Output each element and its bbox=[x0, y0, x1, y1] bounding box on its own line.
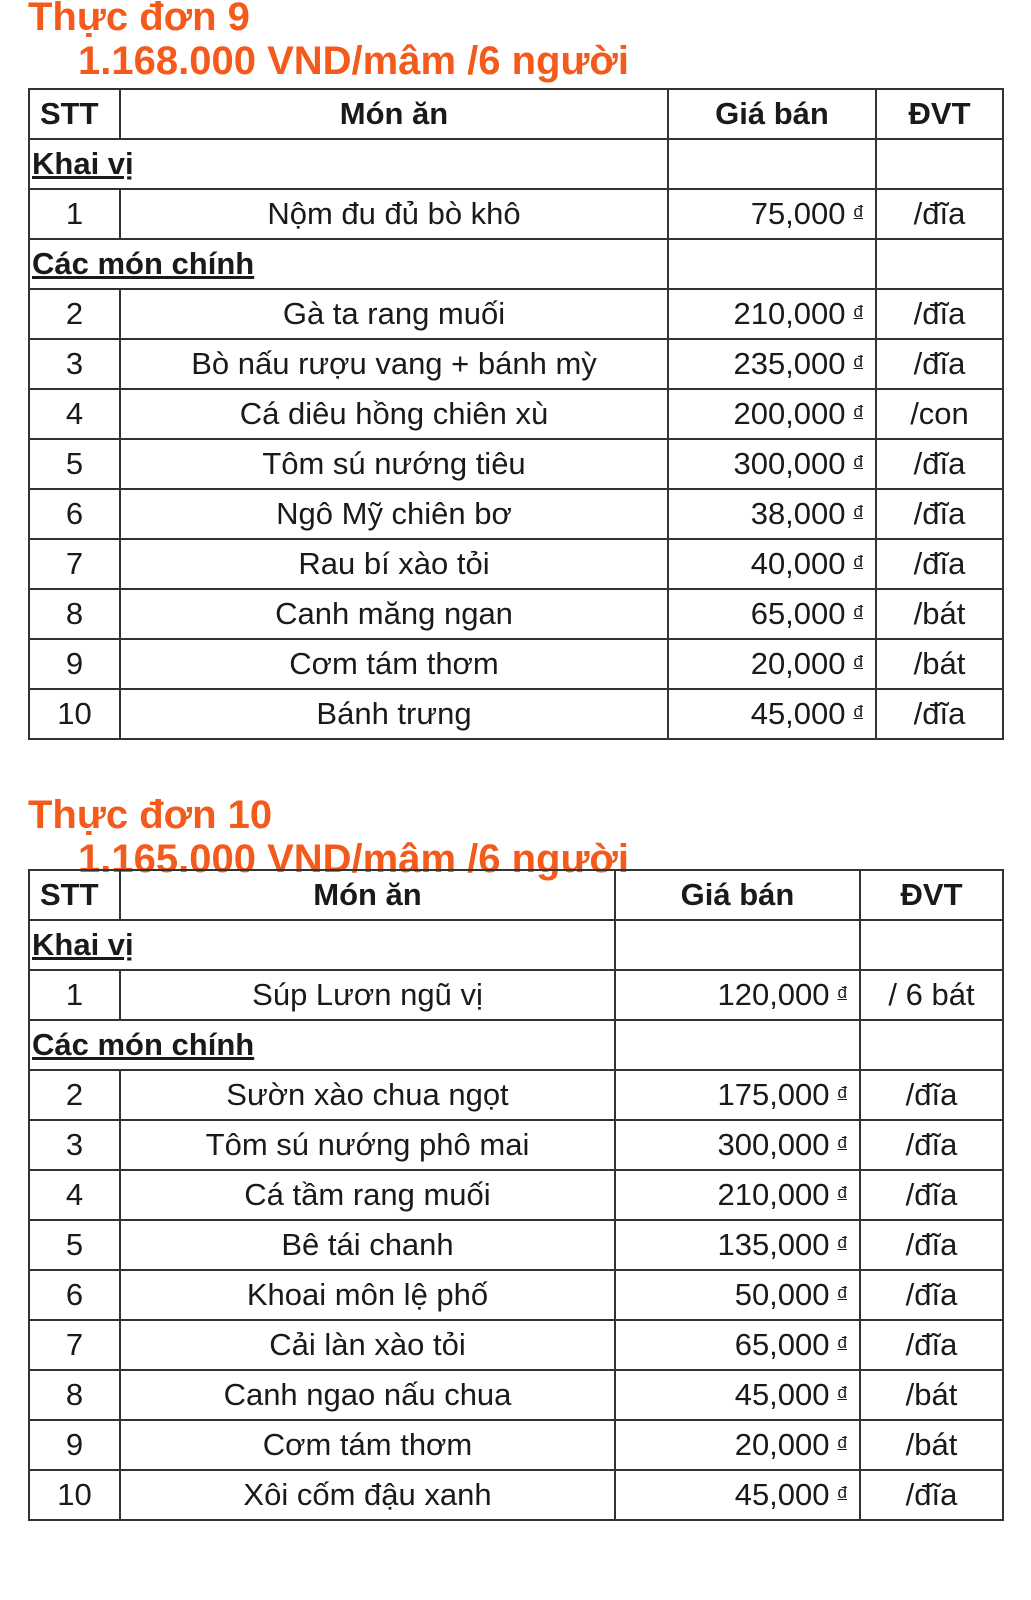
section-heading bbox=[29, 139, 668, 189]
dish-name: Canh ngao nấu chua bbox=[120, 1370, 615, 1420]
unit-cell: /đĩa bbox=[876, 539, 1003, 589]
price-cell bbox=[668, 639, 876, 689]
price-value: 20,000 bbox=[734, 1427, 830, 1462]
item-number: 3 bbox=[29, 1120, 120, 1170]
unit-cell: /bát bbox=[876, 639, 1003, 689]
header-unit: ĐVT bbox=[876, 89, 1003, 139]
table-row bbox=[29, 1470, 1003, 1520]
section-name: Khai vị bbox=[32, 146, 134, 181]
unit-cell: /đĩa bbox=[876, 289, 1003, 339]
table-row bbox=[29, 389, 1003, 439]
section-row bbox=[29, 920, 1003, 970]
currency-symbol: đ bbox=[837, 1283, 847, 1302]
price-value: 120,000 bbox=[717, 977, 830, 1012]
price-cell bbox=[615, 1120, 860, 1170]
price-cell bbox=[615, 1370, 860, 1420]
table-row bbox=[29, 1270, 1003, 1320]
price-cell bbox=[668, 389, 876, 439]
price-value: 210,000 bbox=[733, 296, 846, 331]
dish-name: Súp Lươn ngũ vị bbox=[120, 970, 615, 1020]
dish-name: Rau bí xào tỏi bbox=[120, 539, 668, 589]
price-cell bbox=[668, 289, 876, 339]
item-number: 5 bbox=[29, 1220, 120, 1270]
price-value: 40,000 bbox=[750, 546, 846, 581]
table-row bbox=[29, 189, 1003, 239]
dish-name: Cá tầm rang muối bbox=[120, 1170, 615, 1220]
price-value: 210,000 bbox=[717, 1177, 830, 1212]
header-unit: ĐVT bbox=[860, 870, 1003, 920]
dish-name: Cải làn xào tỏi bbox=[120, 1320, 615, 1370]
section-row bbox=[29, 1020, 1003, 1070]
table-row bbox=[29, 439, 1003, 489]
price-cell bbox=[668, 439, 876, 489]
currency-symbol: đ bbox=[853, 652, 863, 671]
table-row bbox=[29, 1170, 1003, 1220]
unit-cell: /bát bbox=[860, 1370, 1003, 1420]
price-value: 45,000 bbox=[734, 1477, 830, 1512]
price-cell bbox=[615, 1470, 860, 1520]
unit-cell: /con bbox=[876, 389, 1003, 439]
unit-cell: /đĩa bbox=[876, 489, 1003, 539]
section-heading bbox=[29, 920, 615, 970]
currency-symbol: đ bbox=[853, 552, 863, 571]
currency-symbol: đ bbox=[837, 1183, 847, 1202]
currency-symbol: đ bbox=[853, 702, 863, 721]
header-price: Giá bán bbox=[615, 870, 860, 920]
header-stt: STT bbox=[29, 870, 120, 920]
empty-cell bbox=[668, 139, 876, 189]
header-price: Giá bán bbox=[668, 89, 876, 139]
item-number: 9 bbox=[29, 1420, 120, 1470]
dish-name: Tôm sú nướng tiêu bbox=[120, 439, 668, 489]
price-value: 65,000 bbox=[734, 1327, 830, 1362]
currency-symbol: đ bbox=[837, 983, 847, 1002]
table-row bbox=[29, 539, 1003, 589]
menu-title: Thực đơn 10 bbox=[28, 793, 273, 837]
table-header-row bbox=[29, 89, 1003, 139]
section-heading bbox=[29, 1020, 615, 1070]
dish-name: Gà ta rang muối bbox=[120, 289, 668, 339]
unit-cell: /đĩa bbox=[860, 1470, 1003, 1520]
unit-cell: /đĩa bbox=[860, 1320, 1003, 1370]
table-row bbox=[29, 1370, 1003, 1420]
unit-cell: /đĩa bbox=[860, 1270, 1003, 1320]
price-value: 75,000 bbox=[750, 196, 846, 231]
item-number: 4 bbox=[29, 389, 120, 439]
table-header-row bbox=[29, 870, 1003, 920]
empty-cell bbox=[860, 1020, 1003, 1070]
item-number: 4 bbox=[29, 1170, 120, 1220]
empty-cell bbox=[615, 1020, 860, 1070]
currency-symbol: đ bbox=[853, 352, 863, 371]
item-number: 7 bbox=[29, 1320, 120, 1370]
section-name: Các món chính bbox=[32, 1027, 255, 1062]
item-number: 3 bbox=[29, 339, 120, 389]
currency-symbol: đ bbox=[837, 1083, 847, 1102]
currency-symbol: đ bbox=[853, 502, 863, 521]
currency-symbol: đ bbox=[837, 1483, 847, 1502]
currency-symbol: đ bbox=[837, 1333, 847, 1352]
price-value: 38,000 bbox=[750, 496, 846, 531]
currency-symbol: đ bbox=[837, 1383, 847, 1402]
price-value: 300,000 bbox=[733, 446, 846, 481]
unit-cell: /đĩa bbox=[860, 1070, 1003, 1120]
table-row bbox=[29, 1320, 1003, 1370]
price-cell bbox=[668, 189, 876, 239]
empty-cell bbox=[860, 920, 1003, 970]
dish-name: Ngô Mỹ chiên bơ bbox=[120, 489, 668, 539]
table-row bbox=[29, 1120, 1003, 1170]
currency-symbol: đ bbox=[853, 452, 863, 471]
table-row bbox=[29, 339, 1003, 389]
dish-name: Cơm tám thơm bbox=[120, 1420, 615, 1470]
section-name: Các món chính bbox=[32, 246, 255, 281]
section-row bbox=[29, 139, 1003, 189]
section-name: Khai vị bbox=[32, 927, 134, 962]
price-value: 300,000 bbox=[717, 1127, 830, 1162]
header-dish: Món ăn bbox=[120, 870, 615, 920]
price-value: 45,000 bbox=[734, 1377, 830, 1412]
table-row bbox=[29, 639, 1003, 689]
empty-cell bbox=[668, 239, 876, 289]
dish-name: Xôi cốm đậu xanh bbox=[120, 1470, 615, 1520]
unit-cell: / 6 bát bbox=[860, 970, 1003, 1020]
menu-table bbox=[28, 88, 1004, 740]
menu-9 bbox=[0, 0, 1031, 731]
dish-name: Tôm sú nướng phô mai bbox=[120, 1120, 615, 1170]
price-cell bbox=[615, 1170, 860, 1220]
table-row bbox=[29, 1070, 1003, 1120]
price-value: 50,000 bbox=[734, 1277, 830, 1312]
price-value: 200,000 bbox=[733, 396, 846, 431]
price-cell bbox=[615, 1070, 860, 1120]
currency-symbol: đ bbox=[853, 402, 863, 421]
empty-cell bbox=[876, 239, 1003, 289]
price-cell bbox=[615, 1270, 860, 1320]
item-number: 2 bbox=[29, 1070, 120, 1120]
price-value: 45,000 bbox=[750, 696, 846, 731]
dish-name: Cá diêu hồng chiên xù bbox=[120, 389, 668, 439]
item-number: 10 bbox=[29, 689, 120, 739]
item-number: 6 bbox=[29, 489, 120, 539]
menu-subtitle: 1.165.000 VND/mâm /6 người bbox=[78, 837, 629, 881]
item-number: 5 bbox=[29, 439, 120, 489]
menu-title: Thực đơn 9 bbox=[28, 0, 250, 39]
currency-symbol: đ bbox=[853, 602, 863, 621]
price-cell bbox=[668, 489, 876, 539]
item-number: 7 bbox=[29, 539, 120, 589]
price-value: 235,000 bbox=[733, 346, 846, 381]
item-number: 9 bbox=[29, 639, 120, 689]
price-cell bbox=[668, 339, 876, 389]
dish-name: Bánh trưng bbox=[120, 689, 668, 739]
price-cell bbox=[615, 970, 860, 1020]
price-cell bbox=[668, 539, 876, 589]
currency-symbol: đ bbox=[837, 1233, 847, 1252]
item-number: 1 bbox=[29, 970, 120, 1020]
item-number: 8 bbox=[29, 589, 120, 639]
menu-table bbox=[28, 869, 1004, 1521]
header-stt: STT bbox=[29, 89, 120, 139]
price-cell bbox=[615, 1220, 860, 1270]
table-row bbox=[29, 1220, 1003, 1270]
table-row bbox=[29, 589, 1003, 639]
price-cell bbox=[668, 589, 876, 639]
unit-cell: /đĩa bbox=[860, 1120, 1003, 1170]
price-value: 20,000 bbox=[750, 646, 846, 681]
currency-symbol: đ bbox=[853, 302, 863, 321]
price-value: 175,000 bbox=[717, 1077, 830, 1112]
dish-name: Nộm đu đủ bò khô bbox=[120, 189, 668, 239]
unit-cell: /đĩa bbox=[876, 339, 1003, 389]
section-heading bbox=[29, 239, 668, 289]
menu-subtitle: 1.168.000 VND/mâm /6 người bbox=[78, 39, 629, 83]
unit-cell: /đĩa bbox=[876, 189, 1003, 239]
dish-name: Cơm tám thơm bbox=[120, 639, 668, 689]
unit-cell: /bát bbox=[876, 589, 1003, 639]
currency-symbol: đ bbox=[853, 202, 863, 221]
currency-symbol: đ bbox=[837, 1133, 847, 1152]
table-row bbox=[29, 689, 1003, 739]
table-row bbox=[29, 489, 1003, 539]
menu-10 bbox=[0, 793, 1031, 1512]
price-cell bbox=[668, 689, 876, 739]
dish-name: Khoai môn lệ phố bbox=[120, 1270, 615, 1320]
item-number: 2 bbox=[29, 289, 120, 339]
unit-cell: /đĩa bbox=[876, 689, 1003, 739]
currency-symbol: đ bbox=[837, 1433, 847, 1452]
dish-name: Sườn xào chua ngọt bbox=[120, 1070, 615, 1120]
price-cell bbox=[615, 1420, 860, 1470]
unit-cell: /đĩa bbox=[876, 439, 1003, 489]
unit-cell: /bát bbox=[860, 1420, 1003, 1470]
empty-cell bbox=[876, 139, 1003, 189]
price-cell bbox=[615, 1320, 860, 1370]
table-row bbox=[29, 1420, 1003, 1470]
table-row bbox=[29, 970, 1003, 1020]
item-number: 10 bbox=[29, 1470, 120, 1520]
item-number: 6 bbox=[29, 1270, 120, 1320]
price-value: 135,000 bbox=[717, 1227, 830, 1262]
unit-cell: /đĩa bbox=[860, 1220, 1003, 1270]
price-value: 65,000 bbox=[750, 596, 846, 631]
dish-name: Canh măng ngan bbox=[120, 589, 668, 639]
table-row bbox=[29, 289, 1003, 339]
header-dish: Món ăn bbox=[120, 89, 668, 139]
item-number: 1 bbox=[29, 189, 120, 239]
unit-cell: /đĩa bbox=[860, 1170, 1003, 1220]
empty-cell bbox=[615, 920, 860, 970]
item-number: 8 bbox=[29, 1370, 120, 1420]
section-row bbox=[29, 239, 1003, 289]
dish-name: Bò nấu rượu vang + bánh mỳ bbox=[120, 339, 668, 389]
dish-name: Bê tái chanh bbox=[120, 1220, 615, 1270]
